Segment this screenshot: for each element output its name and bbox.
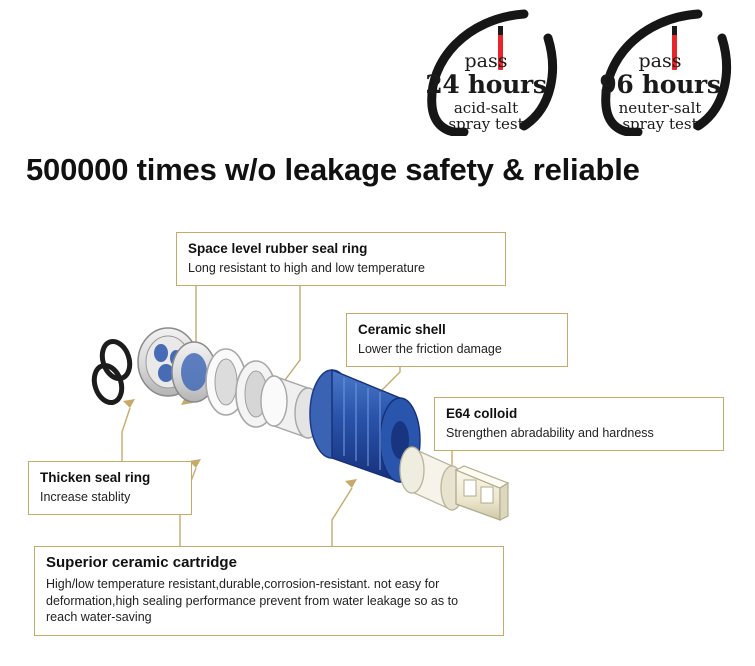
badge-pass-label: pass <box>464 50 508 72</box>
callout-e64-colloid <box>434 397 724 451</box>
callout-desc: Lower the friction damage <box>358 342 502 356</box>
badge-test-line1: acid-salt <box>453 99 519 117</box>
thicken-seal-ring-part <box>90 338 134 406</box>
e64-colloid-part <box>400 447 508 520</box>
callout-desc: Increase stablity <box>40 490 131 504</box>
badge-test-type <box>586 100 734 132</box>
callout-title: Superior ceramic cartridge <box>46 554 237 571</box>
callout-title: E64 colloid <box>446 406 518 421</box>
badge-pass-label: pass <box>638 50 682 72</box>
badge-duration: 96 hours <box>599 70 721 99</box>
certification-badge-acid-salt <box>412 8 560 136</box>
callout-title: Space level rubber seal ring <box>188 241 368 256</box>
certification-badge-neuter-salt <box>586 8 734 136</box>
badge-test-line2: spray test <box>622 115 698 133</box>
badge-test-line1: neuter-salt <box>618 99 702 117</box>
ceramic-disc-part <box>138 328 216 402</box>
badge-duration: 24 hours <box>425 70 547 99</box>
callout-title: Thicken seal ring <box>40 470 151 485</box>
callout-ceramic-shell <box>346 313 568 367</box>
callout-desc: High/low temperature resistant,durable,corrosion-resistant. not easy for deformation,high sealing performance prevent from water leakage so as to reach water-saving <box>46 577 459 624</box>
callout-space-level-rubber-seal-ring <box>176 232 506 286</box>
page-title: 500000 times w/o leakage safety & reliable <box>26 152 640 187</box>
callout-superior-ceramic-cartridge <box>34 546 504 636</box>
callout-thicken-seal-ring <box>28 461 192 515</box>
callout-title: Ceramic shell <box>358 322 446 337</box>
callout-desc: Long resistant to high and low temperature <box>188 261 425 275</box>
callout-desc: Strengthen abradability and hardness <box>446 426 654 440</box>
badge-test-line2: spray test <box>448 115 524 133</box>
badge-test-type <box>412 100 560 132</box>
